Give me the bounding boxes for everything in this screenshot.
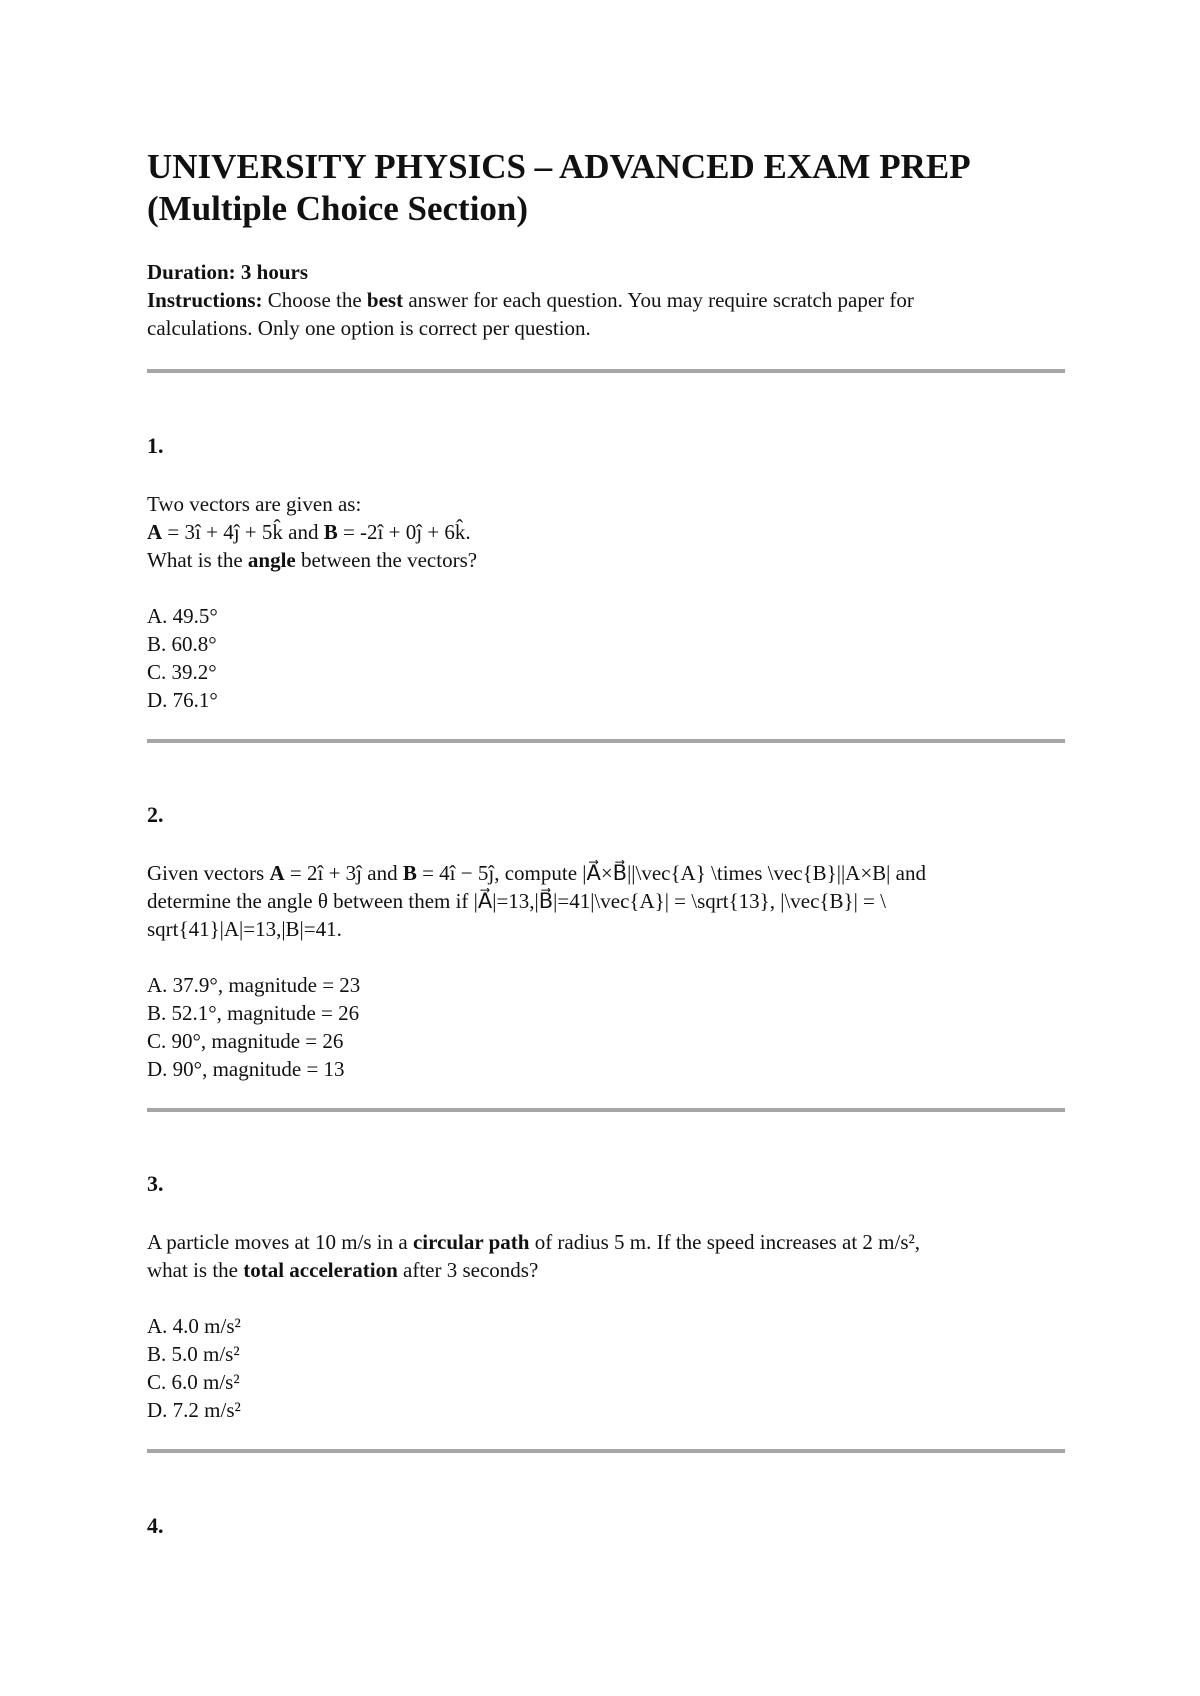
question-number: 3.: [147, 1171, 164, 1196]
answer-option[interactable]: B. 52.1°, magnitude = 26: [147, 1001, 360, 1025]
answer-option[interactable]: A. 4.0 m/s²: [147, 1314, 241, 1338]
answer-option[interactable]: C. 39.2°: [147, 660, 217, 684]
instructions-label: Instructions:: [147, 288, 263, 312]
section-divider: [147, 1108, 1065, 1112]
question-stem: Given vectors A = 2î + 3ĵ and B = 4î − 5ĵ, compute |A⃗×B⃗||\vec{A} \times \vec{B}||A×B| and determine the angle θ between them if |A⃗|=13,|B⃗|=41|\vec{A}| = \sqrt{13}, |\vec{B}| = \ sqrt{41}|A|=13,|B|=41.: [147, 861, 926, 941]
answer-option[interactable]: A. 37.9°, magnitude = 23: [147, 973, 361, 997]
answer-options: [147, 971, 1065, 1083]
answer-option[interactable]: D. 7.2 m/s²: [147, 1398, 241, 1422]
section-divider: [147, 1449, 1065, 1453]
answer-options: [147, 1312, 1065, 1424]
answer-option[interactable]: D. 90°, magnitude = 13: [147, 1057, 345, 1081]
question-number: 2.: [147, 802, 164, 827]
question-stem: Two vectors are given as: A = 3î + 4ĵ + 5k̂ and B = -2î + 0ĵ + 6k̂. What is the angle between the vectors?: [147, 492, 478, 572]
answer-option[interactable]: A. 49.5°: [147, 604, 218, 628]
question-number: 4.: [147, 1513, 164, 1538]
question-3: [147, 1170, 1065, 1424]
section-divider: [147, 739, 1065, 743]
title-line-2: (Multiple Choice Section): [147, 189, 529, 228]
exam-meta: [147, 258, 1065, 342]
question-number: 1.: [147, 433, 164, 458]
instructions-line-1: Instructions: Choose the best answer for each question. You may require scratch paper for: [147, 288, 914, 312]
section-divider: [147, 369, 1065, 373]
instructions-emphasis: best: [366, 288, 404, 312]
page-title: [147, 146, 1065, 230]
answer-option[interactable]: B. 5.0 m/s²: [147, 1342, 240, 1366]
question-stem: A particle moves at 10 m/s in a circular path of radius 5 m. If the speed increases at 2 m/s², what is the total acceleration after 3 seconds?: [147, 1230, 921, 1282]
answer-option[interactable]: C. 6.0 m/s²: [147, 1370, 240, 1394]
duration-text: Duration: 3 hours: [147, 260, 309, 284]
answer-option[interactable]: C. 90°, magnitude = 26: [147, 1029, 344, 1053]
answer-option[interactable]: D. 76.1°: [147, 688, 218, 712]
answer-option[interactable]: B. 60.8°: [147, 632, 217, 656]
question-4: [147, 1512, 1065, 1540]
instructions-line-2: calculations. Only one option is correct per question.: [147, 316, 591, 340]
title-line-1: UNIVERSITY PHYSICS – ADVANCED EXAM PREP: [147, 147, 971, 186]
question-2: [147, 801, 1065, 1083]
question-1: [147, 432, 1065, 714]
answer-options: [147, 602, 1065, 714]
